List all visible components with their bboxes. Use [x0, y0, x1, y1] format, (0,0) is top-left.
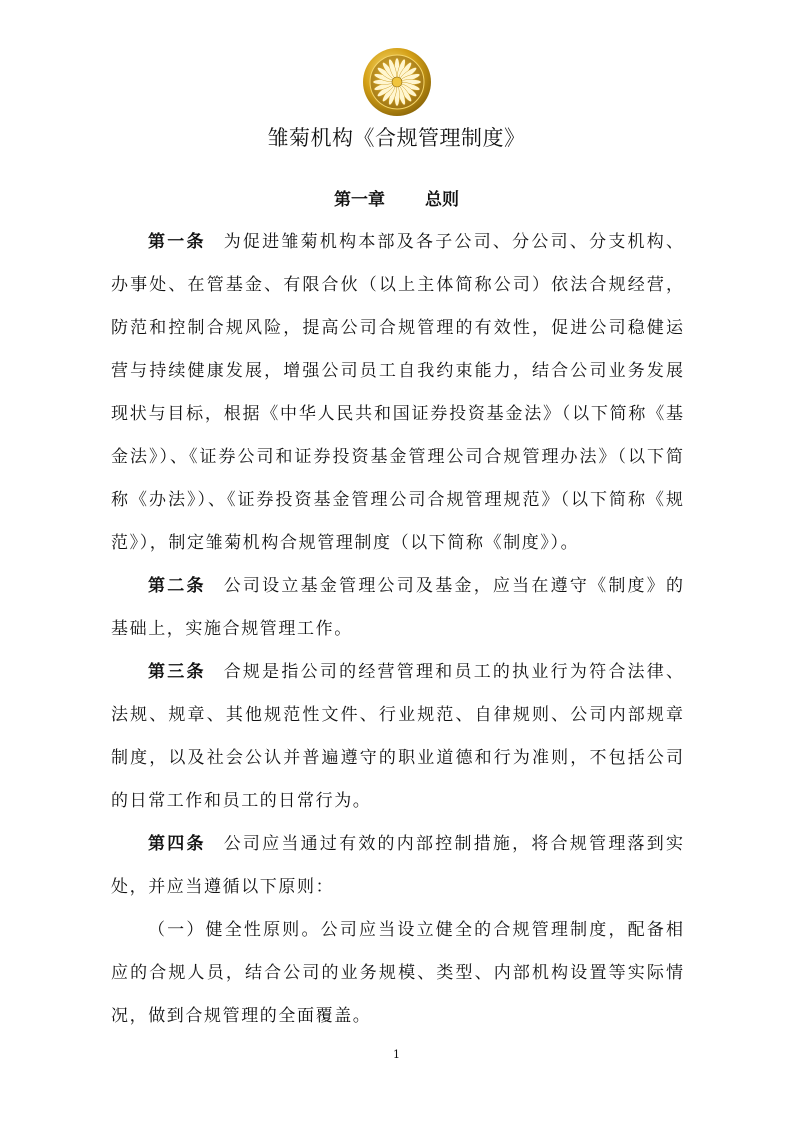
article-4-line-1: 第四条 公司应当通过有效的内部控制措施，将合规管理落到实: [148, 834, 684, 854]
principle-1-line-1: （一）健全性原则。公司应当设立健全的合规管理制度，配备相: [148, 920, 683, 940]
article-3-line-1: 第三条 合规是指公司的经营管理和员工的执业行为符合法律、: [148, 662, 684, 682]
chapter-number: 第一章: [334, 190, 385, 210]
article-3-label: 第三条: [148, 662, 206, 682]
article-1-line-7: 称《办法》）、《证券投资基金管理公司合规管理规范》（以下简称《规: [111, 490, 683, 510]
article-1-line-8: 范》），制定雏菊机构合规管理制度（以下简称《制度》）。: [111, 533, 580, 553]
chapter-heading: [0, 186, 793, 214]
article-4-line-2: 处，并应当遵循以下原则：: [111, 877, 335, 897]
article-1-line-4: 营与持续健康发展，增强公司员工自我约束能力，结合公司业务发展: [111, 361, 683, 381]
document-title: 雏菊机构《合规管理制度》: [267, 126, 526, 150]
article-3-line-4: 的日常工作和员工的日常行为。: [111, 791, 372, 811]
article-3-line-2: 法规、规章、其他规范性文件、行业规范、自律规则、公司内部规章: [111, 705, 683, 725]
article-1-label: 第一条: [148, 232, 206, 252]
article-1-line-2: 办事处、在管基金、有限合伙（以上主体简称公司）依法合规经营，: [111, 275, 683, 295]
principle-1-line-3: 况，做到合规管理的全面覆盖。: [111, 1006, 372, 1026]
daisy-logo-icon: [362, 47, 432, 117]
article-1-line-6: 金法》）、《证券公司和证券投资基金管理公司合规管理办法》（以下简: [111, 447, 683, 467]
article-1-line-1: 第一条 为促进雏菊机构本部及各子公司、分公司、分支机构、: [148, 232, 684, 252]
article-3-line-3: 制度，以及社会公认并普遍遵守的职业道德和行为准则，不包括公司: [111, 748, 683, 768]
page-number: 1: [393, 1048, 400, 1061]
article-1-line-5: 现状与目标，根据《中华人民共和国证券投资基金法》（以下简称《基: [111, 404, 683, 424]
article-2-line-2: 基础上，实施合规管理工作。: [111, 619, 353, 639]
article-2-line-1: 第二条 公司设立基金管理公司及基金，应当在遵守《制度》的: [148, 576, 684, 596]
article-1-line-3: 防范和控制合规风险，提高公司合规管理的有效性，促进公司稳健运: [111, 318, 683, 338]
chapter-name: 总则: [425, 190, 459, 210]
article-2-label: 第二条: [148, 576, 206, 596]
principle-1-line-2: 应的合规人员，结合公司的业务规模、类型、内部机构设置等实际情: [111, 963, 683, 983]
article-4-label: 第四条: [148, 834, 206, 854]
